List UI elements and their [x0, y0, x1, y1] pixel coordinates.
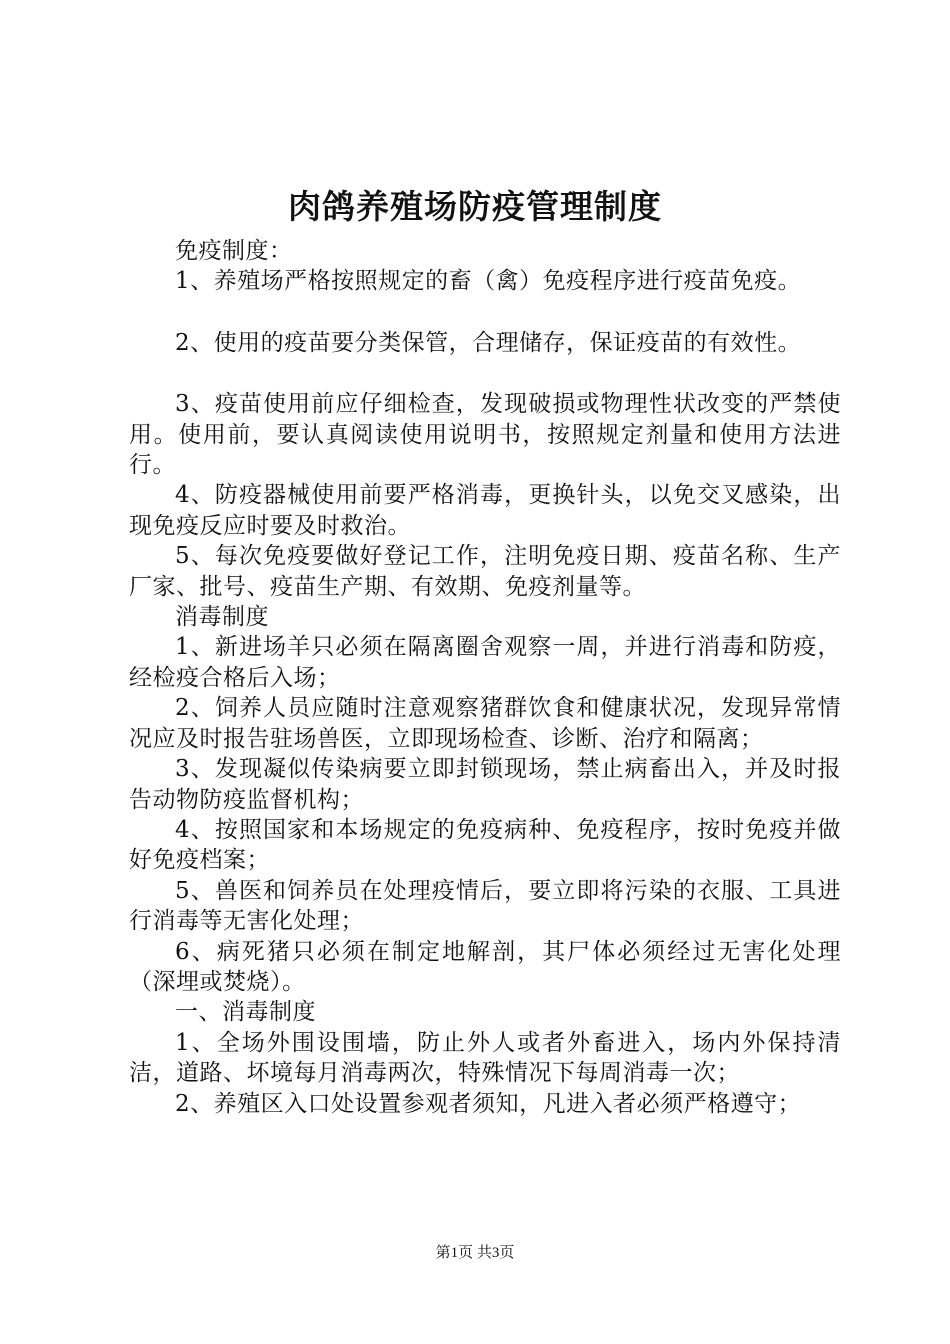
page-number-footer: 第1页 共3页 [435, 1245, 515, 1261]
immunization-item-3: 3、疫苗使用前应仔细检查，发现破损或物理性状改变的严禁使用。使用前，要认真阅读使用说明书，按照规定剂量和使用方法进行。 [129, 391, 841, 479]
section-heading-immunization: 免疫制度： [175, 238, 293, 264]
disinfection-item-1: 1、新进场羊只必须在隔离圈舍观察一周，并进行消毒和防疫，经检疫合格后入场； [129, 634, 841, 691]
disinfection-one-item-1: 1、全场外围设围墙，防止外人或者外畜进入，场内外保持清洁，道路、坏境每月消毒两次，特殊情况下每周消毒一次； [129, 1029, 841, 1087]
immunization-item-5: 5、每次免疫要做好登记工作，注明免疫日期、疫苗名称、生产厂家、批号、疫苗生产期、有效期、免疫剂量等。 [129, 543, 841, 600]
paragraph-gap [129, 358, 841, 389]
paragraph-gap [129, 297, 841, 328]
disinfection-item-5: 5、兽医和饲养员在处理疫情后，要立即将污染的衣服、工具进行消毒等无害化处理； [129, 877, 841, 935]
immunization-item-2: 2、使用的疫苗要分类保管，合理储存，保证疫苗的有效性。 [175, 329, 802, 356]
document-body [129, 236, 841, 1119]
section-heading-disinfection: 消毒制度 [175, 604, 269, 631]
immunization-item-4: 4、防疫器械使用前要严格消毒，更换针头，以免交叉感染，出现免疫反应时要及时救治。 [129, 482, 841, 539]
section-heading-disinfection-one: 一、消毒制度 [175, 999, 316, 1026]
disinfection-one-item-2: 2、养殖区入口处设置参观者须知，凡进入者必须严格遵守； [175, 1090, 802, 1117]
disinfection-item-2: 2、饲养人员应随时注意观察猪群饮食和健康状况，发现异常情况应及时报告驻场兽医，立即现场检查、诊断、治疗和隔离； [129, 695, 841, 752]
document-title: 肉鸽养殖场防疫管理制度 [288, 187, 662, 226]
immunization-item-1: 1、养殖场严格按照规定的畜（禽）免疫程序进行疫苗免疫。 [175, 268, 802, 295]
disinfection-item-3: 3、发现凝似传染病要立即封锁现场，禁止病畜出入，并及时报告动物防疫监督机构； [129, 756, 841, 813]
disinfection-item-4: 4、按照国家和本场规定的免疫病种、免疫程序，按时免疫并做好免疫档案； [129, 816, 841, 874]
disinfection-item-6: 6、病死猪只必须在制定地解剖，其尸体必须经过无害化处理（深埋或焚烧）。 [129, 938, 841, 995]
